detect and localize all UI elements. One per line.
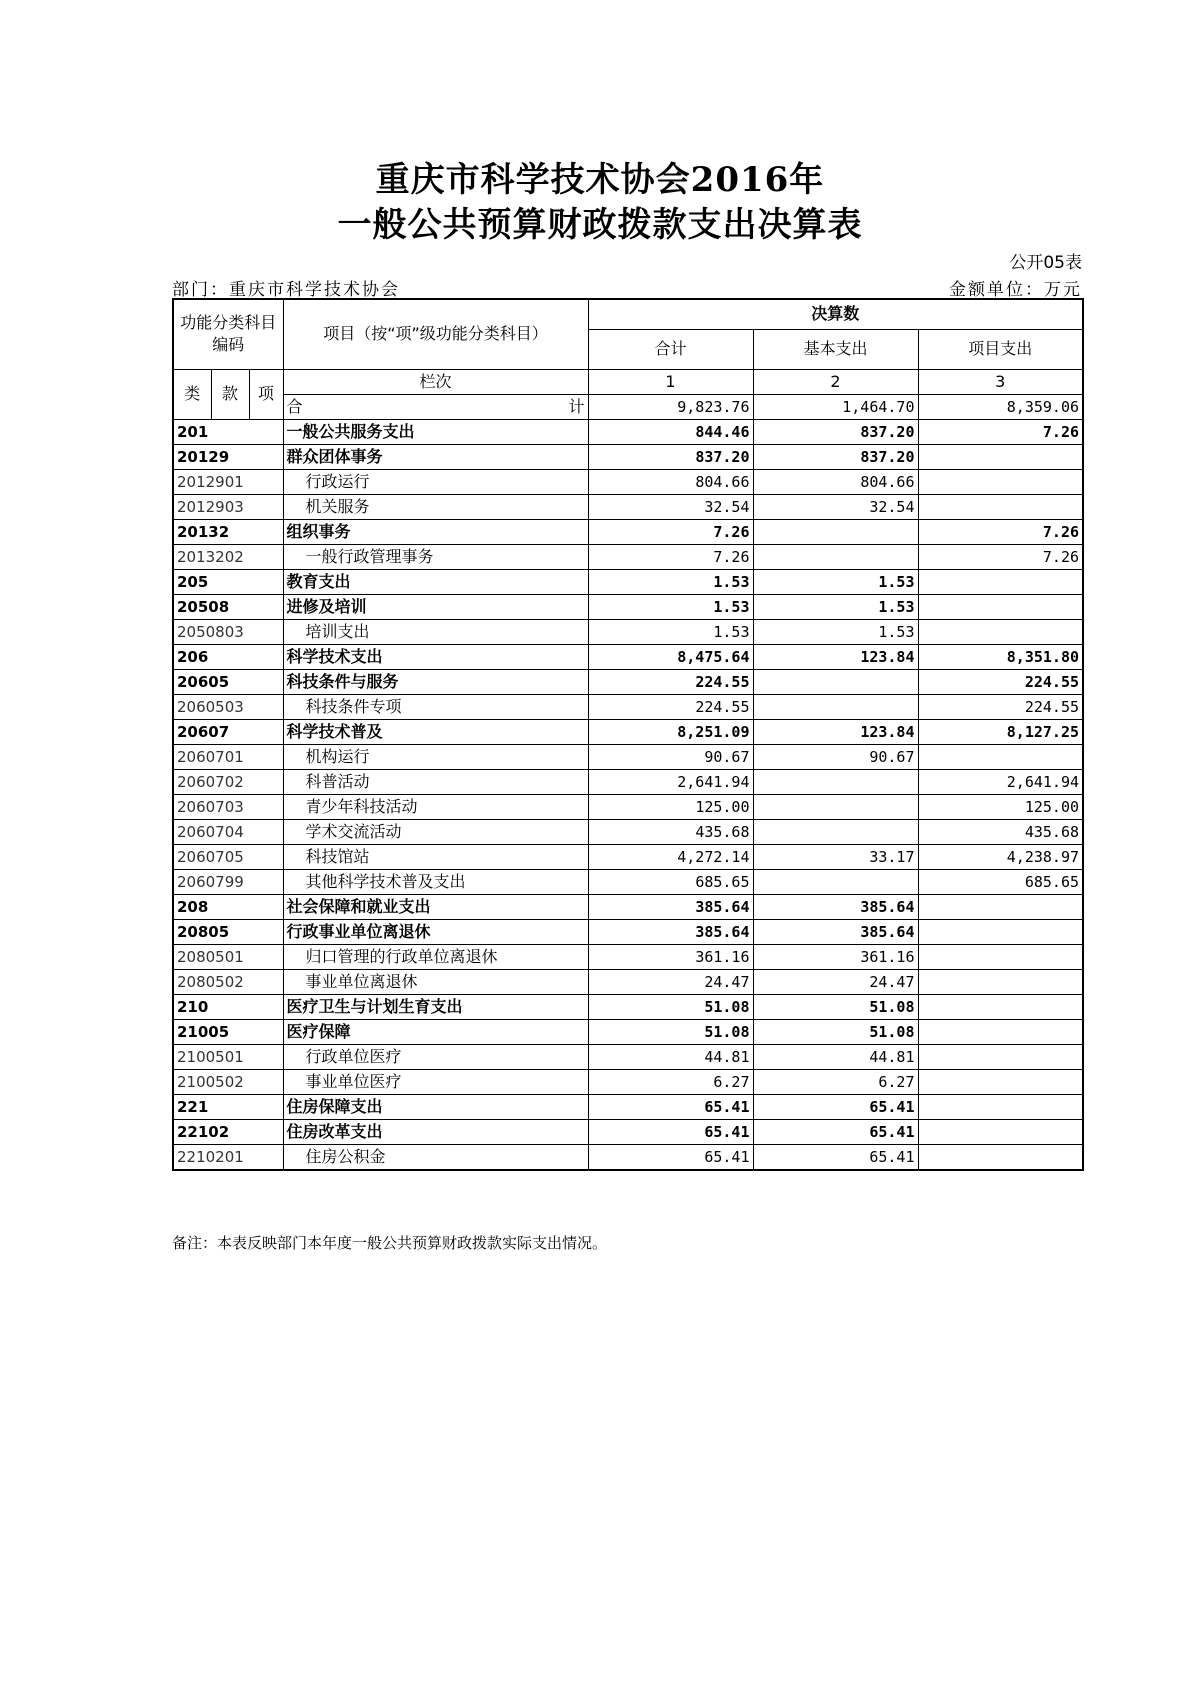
row-total: 1.53: [588, 619, 753, 644]
row-total: 7.26: [588, 519, 753, 544]
row-basic: [753, 819, 918, 844]
row-code: 20508: [173, 594, 283, 619]
row-project: 8,351.80: [918, 644, 1083, 669]
table-row: [173, 1019, 1083, 1044]
row-name: 群众团体事务: [283, 444, 588, 469]
row-project: [918, 1119, 1083, 1144]
row-total: 65.41: [588, 1119, 753, 1144]
row-code: 210: [173, 994, 283, 1019]
row-total: 1.53: [588, 594, 753, 619]
row-basic: 65.41: [753, 1094, 918, 1119]
table-row: [173, 869, 1083, 894]
row-project: [918, 494, 1083, 519]
row-total: 90.67: [588, 744, 753, 769]
header-lei: 类: [173, 369, 211, 419]
row-code: 2100502: [173, 1069, 283, 1094]
row-project: [918, 594, 1083, 619]
row-basic: 6.27: [753, 1069, 918, 1094]
row-code: 221: [173, 1094, 283, 1119]
row-basic: 51.08: [753, 1019, 918, 1044]
row-total: 1.53: [588, 569, 753, 594]
row-project: [918, 1069, 1083, 1094]
row-basic: [753, 669, 918, 694]
table-row: [173, 544, 1083, 569]
table-row: [173, 819, 1083, 844]
row-project: 435.68: [918, 819, 1083, 844]
header-code-group: 功能分类科目编码: [173, 299, 283, 369]
table-row: [173, 844, 1083, 869]
row-name: 住房改革支出: [283, 1119, 588, 1144]
row-project: 2,641.94: [918, 769, 1083, 794]
table-row: [173, 444, 1083, 469]
table-row: [173, 494, 1083, 519]
row-basic: 51.08: [753, 994, 918, 1019]
table-row: [173, 569, 1083, 594]
row-total: 44.81: [588, 1044, 753, 1069]
row-project: [918, 894, 1083, 919]
row-project: [918, 744, 1083, 769]
row-name: 机关服务: [283, 494, 588, 519]
row-project: 224.55: [918, 669, 1083, 694]
row-project: 7.26: [918, 544, 1083, 569]
row-name: 一般公共服务支出: [283, 419, 588, 444]
row-code: 20132: [173, 519, 283, 544]
table-row: [173, 1094, 1083, 1119]
row-code: 2210201: [173, 1144, 283, 1170]
row-basic: 837.20: [753, 444, 918, 469]
row-name: 住房保障支出: [283, 1094, 588, 1119]
row-name: 科技条件专项: [283, 694, 588, 719]
row-total: 8,251.09: [588, 719, 753, 744]
row-total: 385.64: [588, 919, 753, 944]
row-basic: 44.81: [753, 1044, 918, 1069]
row-name: 科学技术普及: [283, 719, 588, 744]
table-row: [173, 594, 1083, 619]
amount-unit-label: 金额单位：万元: [949, 280, 1082, 300]
row-name: 学术交流活动: [283, 819, 588, 844]
table-row: [173, 944, 1083, 969]
row-basic: [753, 519, 918, 544]
row-code: 20129: [173, 444, 283, 469]
table-row: [173, 1119, 1083, 1144]
row-project: [918, 969, 1083, 994]
report-title-line1: 重庆市科学技术协会2016年: [375, 160, 825, 200]
row-name: 社会保障和就业支出: [283, 894, 588, 919]
row-code: 20607: [173, 719, 283, 744]
row-basic: 65.41: [753, 1144, 918, 1170]
row-project: [918, 619, 1083, 644]
table-row: [173, 744, 1083, 769]
row-project: 4,238.97: [918, 844, 1083, 869]
header-kuan: 款: [211, 369, 249, 419]
row-name: 科普活动: [283, 769, 588, 794]
row-total: 65.41: [588, 1094, 753, 1119]
row-code: 21005: [173, 1019, 283, 1044]
row-basic: [753, 769, 918, 794]
row-project: 7.26: [918, 519, 1083, 544]
row-basic: [753, 869, 918, 894]
row-total: 685.65: [588, 869, 753, 894]
header-column-label: 栏次: [283, 369, 588, 394]
table-note: 备注：本表反映部门本年度一般公共预算财政拨款实际支出情况。: [172, 1234, 608, 1252]
table-row: [173, 1144, 1083, 1170]
table-row: [173, 644, 1083, 669]
row-name: 青少年科技活动: [283, 794, 588, 819]
department-label: 部门：重庆市科学技术协会: [172, 280, 400, 300]
row-code: 201: [173, 419, 283, 444]
row-basic: 1.53: [753, 594, 918, 619]
table-row: [173, 469, 1083, 494]
row-name: 培训支出: [283, 619, 588, 644]
total-label-right: 计: [568, 396, 585, 416]
row-name: 科学技术支出: [283, 644, 588, 669]
row-basic: 837.20: [753, 419, 918, 444]
header-col2: 2: [753, 369, 918, 394]
row-project: [918, 944, 1083, 969]
row-project: [918, 1094, 1083, 1119]
row-code: 2050803: [173, 619, 283, 644]
row-name: 行政事业单位离退休: [283, 919, 588, 944]
row-code: 20805: [173, 919, 283, 944]
row-total: 24.47: [588, 969, 753, 994]
row-name: 行政运行: [283, 469, 588, 494]
row-total: 7.26: [588, 544, 753, 569]
table-row: [173, 719, 1083, 744]
table-row: [173, 919, 1083, 944]
row-project: 685.65: [918, 869, 1083, 894]
total-row-project: 8,359.06: [918, 394, 1083, 419]
table-row: [173, 1044, 1083, 1069]
row-basic: 32.54: [753, 494, 918, 519]
row-name: 组织事务: [283, 519, 588, 544]
row-total: 435.68: [588, 819, 753, 844]
row-total: 125.00: [588, 794, 753, 819]
row-project: [918, 1019, 1083, 1044]
row-total: 224.55: [588, 694, 753, 719]
table-row: [173, 794, 1083, 819]
row-code: 205: [173, 569, 283, 594]
row-code: 2013202: [173, 544, 283, 569]
row-name: 科技条件与服务: [283, 669, 588, 694]
row-project: 224.55: [918, 694, 1083, 719]
row-project: [918, 1144, 1083, 1170]
row-basic: 804.66: [753, 469, 918, 494]
row-code: 20605: [173, 669, 283, 694]
row-basic: 90.67: [753, 744, 918, 769]
row-code: 2060799: [173, 869, 283, 894]
row-project: 8,127.25: [918, 719, 1083, 744]
row-name: 教育支出: [283, 569, 588, 594]
row-code: 2100501: [173, 1044, 283, 1069]
row-basic: 385.64: [753, 919, 918, 944]
row-total: 65.41: [588, 1144, 753, 1170]
header-xiang: 项: [249, 369, 283, 419]
row-total: 6.27: [588, 1069, 753, 1094]
row-total: 51.08: [588, 994, 753, 1019]
header-col1: 1: [588, 369, 753, 394]
row-basic: 361.16: [753, 944, 918, 969]
table-row: [173, 519, 1083, 544]
table-row: [173, 1069, 1083, 1094]
row-project: 7.26: [918, 419, 1083, 444]
row-code: 2060704: [173, 819, 283, 844]
row-project: 125.00: [918, 794, 1083, 819]
row-code: 2060701: [173, 744, 283, 769]
row-code: 2060703: [173, 794, 283, 819]
row-total: 2,641.94: [588, 769, 753, 794]
report-title-line2: 一般公共预算财政拨款支出决算表: [337, 205, 863, 245]
row-name: 归口管理的行政单位离退休: [283, 944, 588, 969]
row-basic: 33.17: [753, 844, 918, 869]
row-total: 385.64: [588, 894, 753, 919]
row-basic: [753, 544, 918, 569]
header-col3: 3: [918, 369, 1083, 394]
row-total: 837.20: [588, 444, 753, 469]
header-item: 项目（按“项”级功能分类科目）: [283, 299, 588, 369]
table-number: 公开05表: [1009, 253, 1082, 273]
row-name: 机构运行: [283, 744, 588, 769]
row-basic: 1.53: [753, 619, 918, 644]
row-project: [918, 919, 1083, 944]
header-basic: 基本支出: [753, 329, 918, 369]
row-name: 事业单位医疗: [283, 1069, 588, 1094]
row-name: 事业单位离退休: [283, 969, 588, 994]
total-row-basic: 1,464.70: [753, 394, 918, 419]
row-total: 8,475.64: [588, 644, 753, 669]
row-code: 2060705: [173, 844, 283, 869]
table-row: [173, 969, 1083, 994]
total-label-left: 合: [286, 396, 303, 416]
header-total: 合计: [588, 329, 753, 369]
row-name: 行政单位医疗: [283, 1044, 588, 1069]
expenditure-table: [172, 298, 1084, 1171]
table-row: [173, 994, 1083, 1019]
row-project: [918, 994, 1083, 1019]
row-total: 361.16: [588, 944, 753, 969]
row-project: [918, 1044, 1083, 1069]
row-basic: 24.47: [753, 969, 918, 994]
row-name: 医疗保障: [283, 1019, 588, 1044]
table-row: [173, 669, 1083, 694]
row-code: 2012903: [173, 494, 283, 519]
row-basic: [753, 694, 918, 719]
header-settlement: 决算数: [588, 299, 1083, 329]
table-row: [173, 769, 1083, 794]
row-name: 住房公积金: [283, 1144, 588, 1170]
total-row-label: [283, 394, 588, 419]
row-project: [918, 469, 1083, 494]
row-name: 其他科学技术普及支出: [283, 869, 588, 894]
row-name: 进修及培训: [283, 594, 588, 619]
table-row: [173, 419, 1083, 444]
row-basic: 123.84: [753, 644, 918, 669]
table-row: [173, 694, 1083, 719]
row-code: 2060503: [173, 694, 283, 719]
row-total: 844.46: [588, 419, 753, 444]
row-project: [918, 569, 1083, 594]
row-code: 2060702: [173, 769, 283, 794]
row-code: 22102: [173, 1119, 283, 1144]
row-code: 208: [173, 894, 283, 919]
row-code: 2012901: [173, 469, 283, 494]
row-total: 224.55: [588, 669, 753, 694]
table-row: [173, 894, 1083, 919]
row-basic: 65.41: [753, 1119, 918, 1144]
row-name: 科技馆站: [283, 844, 588, 869]
row-code: 2080502: [173, 969, 283, 994]
row-code: 2080501: [173, 944, 283, 969]
row-project: [918, 444, 1083, 469]
header-project: 项目支出: [918, 329, 1083, 369]
row-basic: 385.64: [753, 894, 918, 919]
row-basic: 1.53: [753, 569, 918, 594]
row-code: 206: [173, 644, 283, 669]
row-total: 4,272.14: [588, 844, 753, 869]
row-name: 医疗卫生与计划生育支出: [283, 994, 588, 1019]
row-total: 804.66: [588, 469, 753, 494]
table-row: [173, 619, 1083, 644]
row-name: 一般行政管理事务: [283, 544, 588, 569]
total-row-total: 9,823.76: [588, 394, 753, 419]
row-basic: 123.84: [753, 719, 918, 744]
row-total: 51.08: [588, 1019, 753, 1044]
row-total: 32.54: [588, 494, 753, 519]
row-basic: [753, 794, 918, 819]
